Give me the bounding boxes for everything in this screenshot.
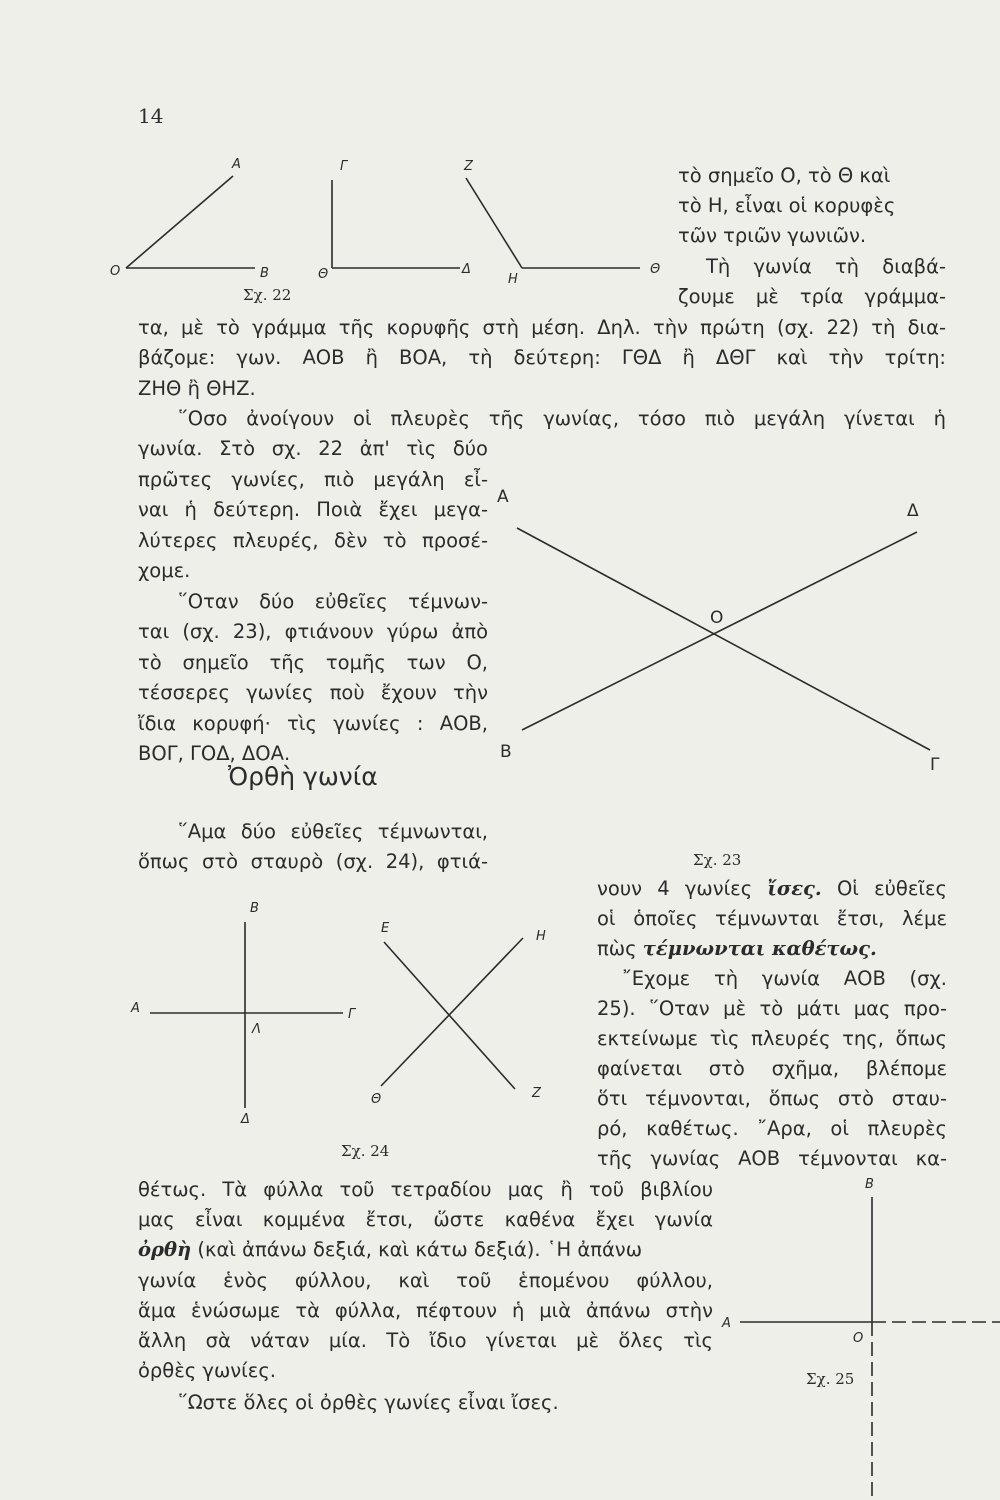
fig25-label-a: A (722, 1316, 731, 1331)
text-span: Οἱ εὐθεῖες (821, 877, 947, 900)
text-line: θέτως. Τὰ φύλλα τοῦ τετραδίου μας ἢ τοῦ βιβλίου (138, 1178, 713, 1201)
text-line: ὅτι τέμνονται, ὅπως στὸ σταυ- (597, 1087, 947, 1110)
text-line: ΖΗΘ ἢ ΘΗΖ. (138, 377, 256, 400)
text-line: τέσσερες γωνίες ποὺ ἔχουν τὴν (138, 681, 488, 704)
text-line: πρῶτες γωνίες, πιὸ μεγάλη εἶ- (138, 468, 488, 491)
fig22-side-hz (466, 178, 522, 268)
fig24-caption: Σχ. 24 (341, 1142, 390, 1160)
fig25-caption: Σχ. 25 (806, 1370, 855, 1388)
text-line: ῞Ωστε ὅλες οἱ ὀρθὲς γωνίες εἶναι ἴσες. (178, 1391, 559, 1414)
fig22-label-b: B (260, 266, 269, 281)
text-line: ται (σχ. 23), φτιάνουν γύρω ἀπὸ (138, 620, 488, 643)
figure-25 (721, 1177, 1000, 1500)
text-line: ὅπως στὸ σταυρὸ (σχ. 24), φτιά- (138, 850, 488, 873)
fig23-line-ag (517, 528, 930, 750)
text-line: μας εἶναι κομμένα ἔτσι, ὥστε καθένα ἔχει γωνία (138, 1208, 713, 1231)
text-line: ἴδια κορυφή· τὶς γωνίες : ΑΟΒ, (138, 712, 488, 735)
emphasis-term: ἴσες. (767, 877, 822, 900)
figure-22 (110, 157, 660, 287)
fig22-caption: Σχ. 22 (243, 286, 292, 304)
text-line: 25). ῞Οταν μὲ τὸ μάτι μας προ- (597, 997, 947, 1020)
fig24-label-h: H (536, 929, 546, 944)
fig22-label-h: H (508, 272, 518, 287)
text-line: εκτείνωμε τὶς πλευρές της, ὅπως (597, 1027, 947, 1050)
section-heading: Ὀρθὴ γωνία (228, 762, 378, 791)
fig24-label-a: A (131, 1001, 140, 1016)
fig22-label-g: Γ (340, 159, 348, 174)
fig24-label-d: Δ (241, 1112, 250, 1127)
text-span: πὼς (597, 937, 643, 960)
text-line: λύτερες πλευρές, δὲν τὸ προσέ- (138, 529, 488, 552)
fig23-label-o: O (710, 608, 724, 628)
text-line (597, 874, 947, 905)
text-line: φαίνεται στὸ σχῆμα, βλέπομε (597, 1057, 947, 1080)
figure-23 (497, 487, 940, 775)
fig23-caption: Σχ. 23 (693, 851, 742, 869)
text-line: ρό, καθέτως. ῎Αρα, οἱ πλευρὲς (597, 1117, 947, 1140)
text-line: τῶν τριῶν γωνιῶν. (678, 224, 867, 247)
page-number: 14 (138, 104, 164, 128)
text-line: τὸ σημεῖο Ο, τὸ Θ καὶ (678, 164, 891, 187)
text-line: ἅμα ἑνώσωμε τὰ φύλλα, πέφτουν ἡ μιὰ ἀπάνω στὴν (138, 1299, 713, 1322)
fig22-label-th1: Θ (318, 267, 329, 282)
text-line: ὀρθὲς γωνίες. (138, 1359, 276, 1382)
text-line (597, 934, 877, 965)
fig24-label-b: B (250, 901, 259, 916)
text-line: τὸ Η, εἶναι οἱ κορυφὲς (678, 194, 896, 217)
fig22-label-z: Z (464, 159, 473, 174)
text-line: ῞Οσο ἀνοίγουν οἱ πλευρὲς τῆς γωνίας, τόσο πιὸ μεγάλη γίνεται ἡ (178, 407, 946, 430)
text-line: ῎Εχομε τὴ γωνία ΑΟΒ (σχ. (622, 967, 947, 990)
fig23-label-a: A (497, 487, 509, 507)
text-line: τῆς γωνίας ΑΟΒ τέμνονται κα- (597, 1147, 947, 1170)
fig22-label-o: O (110, 264, 121, 279)
text-line: οἱ ὁποῖες τέμνωνται ἔτσι, λέμε (597, 907, 947, 930)
emphasis-term: ὀρθὴ (138, 1238, 192, 1261)
fig24-label-th: Θ (371, 1092, 382, 1107)
emphasis-term: τέμνωνται καθέτως. (642, 937, 877, 960)
fig23-label-g: Γ (930, 755, 940, 775)
fig25-label-b: B (865, 1177, 874, 1192)
text-line: τα, μὲ τὸ γράμμα τῆς κορυφῆς στὴ μέση. Δηλ. τὴν πρώτη (σχ. 22) τὴ δια- (138, 316, 946, 339)
fig22-side-oa (126, 176, 233, 268)
text-line: Τὴ γωνία τὴ διαβά- (706, 255, 946, 278)
text-span: (καὶ ἀπάνω δεξιά, καὶ κάτω δεξιά). ῾Η ἀπάνω (191, 1238, 643, 1261)
text-line (138, 1235, 713, 1266)
text-line: ζουμε μὲ τρία γράμμα- (678, 285, 946, 308)
text-line: γωνία. Στὸ σχ. 22 ἀπ' τὶς δύο (138, 437, 488, 460)
text-line: τὸ σημεῖο τῆς τομῆς των Ο, (138, 651, 488, 674)
fig22-label-d: Δ (462, 262, 471, 277)
text-line: ῞Αμα δύο εὐθεῖες τέμνωνται, (178, 820, 488, 843)
fig25-label-o: O (853, 1331, 864, 1346)
fig24-diagonal-hth (381, 938, 523, 1086)
fig24-label-z: Z (532, 1086, 541, 1101)
fig24-label-e: E (381, 921, 390, 936)
text-line: βάζομε: γων. ΑΟΒ ἢ ΒΟΑ, τὴ δεύτερη: ΓΘΔ ἢ ΔΘΓ καὶ τὴν τρίτη: (138, 346, 946, 369)
fig22-label-th2: Θ (650, 262, 661, 277)
text-line: ῞Οταν δύο εὐθεῖες τέμνων- (178, 590, 488, 613)
text-line: ναι ἡ δεύτερη. Ποιὰ ἔχει μεγα- (138, 498, 488, 521)
text-line: χομε. (138, 559, 191, 582)
fig23-label-b: B (500, 742, 512, 762)
figure-24 (130, 901, 546, 1127)
fig23-label-d: Δ (907, 501, 919, 521)
fig22-label-a: A (232, 157, 241, 172)
text-line: ἄλλη σὰ νάταν μία. Τὸ ἴδιο γίνεται μὲ ὅλες τὶς (138, 1329, 713, 1352)
text-span: νουν 4 γωνίες (597, 877, 768, 900)
fig24-label-l: Λ (252, 1022, 261, 1037)
text-line: ΒΟΓ, ΓΟΔ, ΔΟΑ. (138, 742, 291, 765)
fig24-label-g: Γ (348, 1007, 356, 1022)
text-line: γωνία ἑνὸς φύλλου, καὶ τοῦ ἑπομένου φύλλου, (138, 1269, 713, 1292)
